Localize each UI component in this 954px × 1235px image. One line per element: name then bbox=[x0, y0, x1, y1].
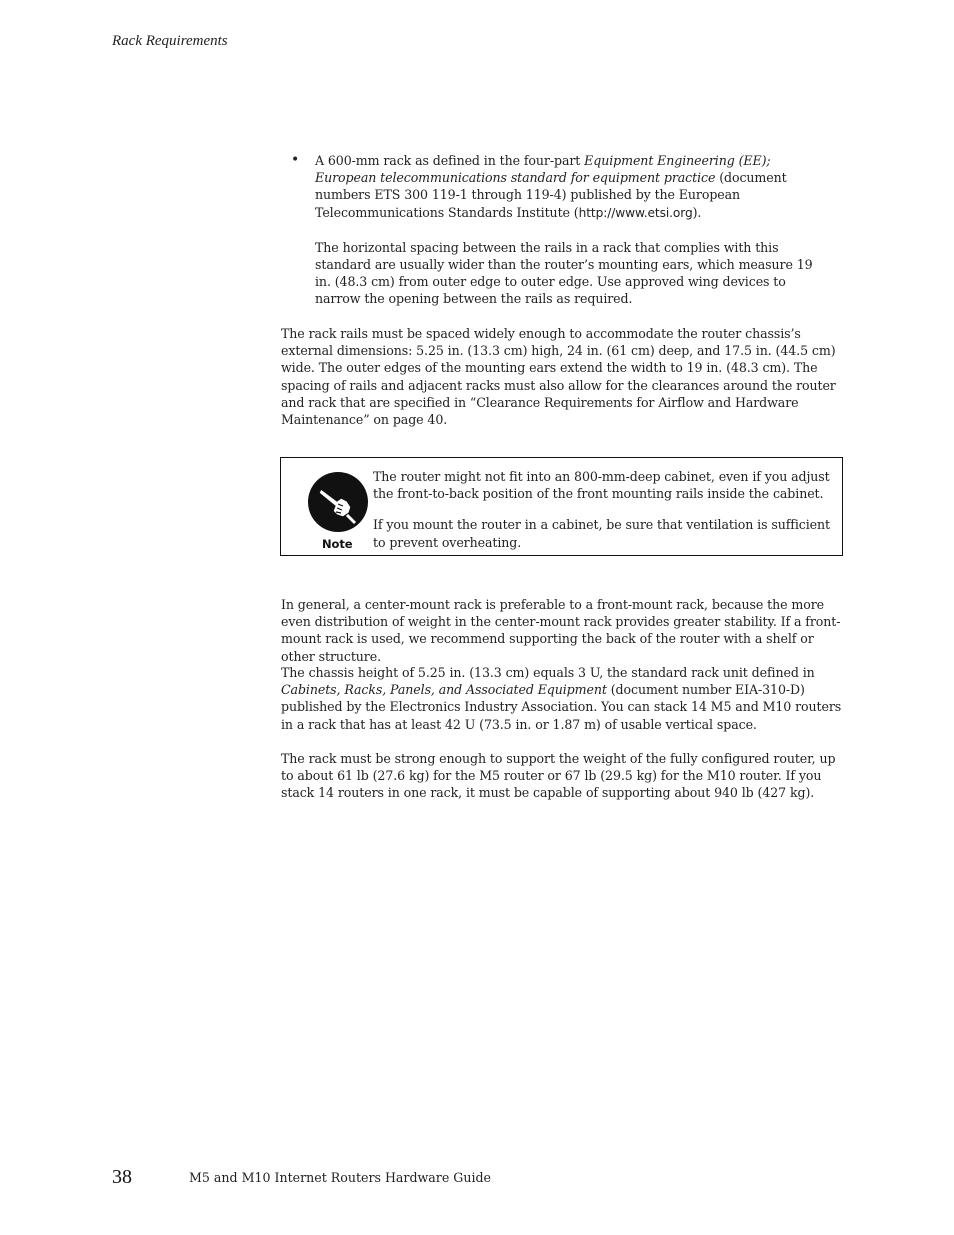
note-label: Note bbox=[322, 537, 353, 551]
rack-rails-paragraph: The rack rails must be spaced widely enough to accommodate the router chassis’s external dimensions: 5.25 in. (13.3 cm) high, 24 in. (61 cm) deep, and 17.5 in. (44.5 cm) wide. The outer edges of the mounting ears extend the width to 19 in. (48.3 cm). The spacing of rails and adjacent racks must also allow for the clearances around the router and rack that are specified in “Clearance Requirements for Airflow and Hardware Maintenance” on page 40. bbox=[281, 326, 836, 428]
etsi-link[interactable]: http://www.etsi.org bbox=[578, 205, 693, 220]
pointing-hand-icon bbox=[307, 471, 369, 533]
bullet-text-start: A 600-mm rack as defined in the four-part bbox=[315, 153, 585, 168]
eia-standard-title: Cabinets, Racks, Panels, and Associated Equipment bbox=[281, 682, 607, 698]
bullet-list-item bbox=[291, 152, 831, 325]
bullet-text-middle: (document numbers ETS 300 119-1 through 119-4) published by the European Telecommunications Standards Institute ( bbox=[315, 170, 787, 220]
standard-title: Equipment Engineering (EE); European telecommunications standard for equipment practice bbox=[315, 153, 771, 186]
bullet-text-end: ). bbox=[692, 204, 702, 220]
note-text-ventilation: If you mount the router in a cabinet, be sure that ventilation is sufficient to prevent overheating. bbox=[373, 517, 830, 550]
chassis-height-text-end: (document number EIA-310-D) published by the Electronics Industry Association. You can stack 14 M5 and M10 routers in a rack that has at least 42 U (73.5 in. or 1.87 m) of usable vertical space. bbox=[281, 682, 842, 732]
center-mount-paragraph: In general, a center-mount rack is preferable to a front-mount rack, because the more even distribution of weight in the center-mount rack provides greater stability. If a front-mount rack is used, we recommend supporting the back of the router with a shelf or other structure. bbox=[281, 597, 841, 664]
chassis-height-text-start: The chassis height of 5.25 in. (13.3 cm) equals 3 U, the standard rack unit defined in bbox=[281, 665, 815, 680]
page-number: 38 bbox=[112, 1166, 132, 1188]
bullet-paragraph-standard bbox=[315, 152, 831, 222]
note-callout bbox=[280, 457, 843, 556]
note-text-cabinet-depth: The router might not fit into an 800-mm-deep cabinet, even if you adjust the front-to-back position of the front mounting rails inside the cabinet. bbox=[373, 469, 830, 502]
running-head: Rack Requirements bbox=[112, 33, 228, 49]
book-title: M5 and M10 Internet Routers Hardware Guide bbox=[189, 1170, 491, 1185]
rack-strength-paragraph: The rack must be strong enough to support the weight of the fully configured router, up to about 61 lb (27.6 kg) for the M5 router or 67 lb (29.5 kg) for the M10 router. If you stack 14 routers in one rack, it must be capable of supporting about 940 lb (427 kg). bbox=[281, 751, 836, 801]
chassis-height-paragraph bbox=[281, 664, 847, 733]
bullet-symbol: • bbox=[291, 152, 300, 168]
bullet-paragraph-spacing: The horizontal spacing between the rails in a rack that complies with this standard are usually wider than the router’s mounting ears, which measure 19 in. (48.3 cm) from outer edge to outer edge. Use approved wing devices to narrow the opening between the rails as required. bbox=[315, 239, 813, 307]
